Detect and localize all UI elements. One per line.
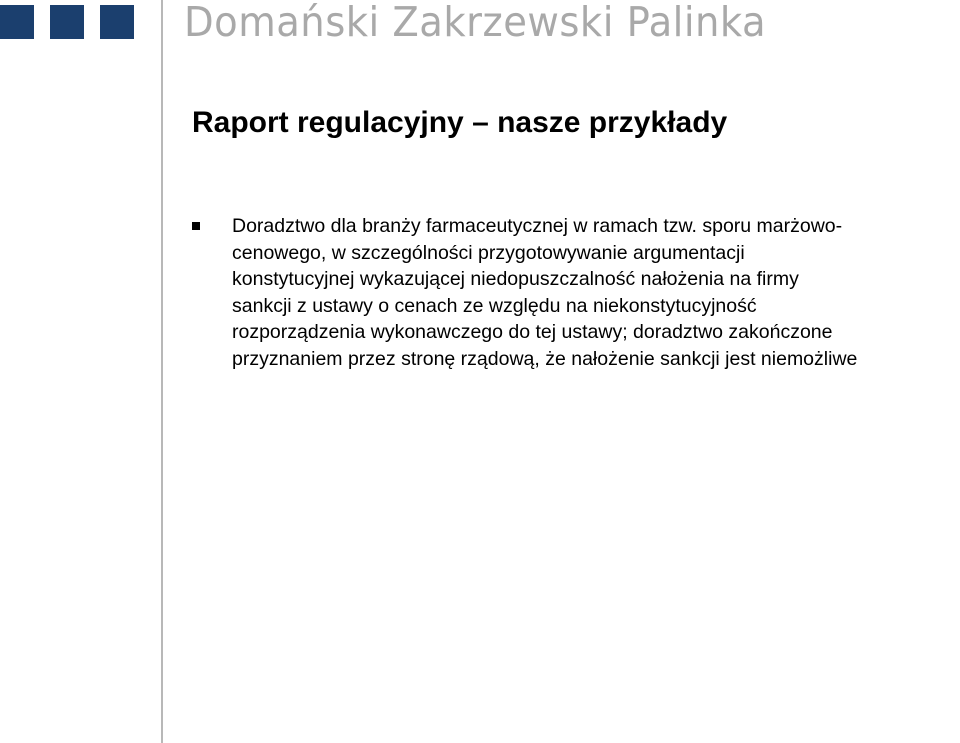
logo-square-1 xyxy=(0,5,34,39)
vertical-divider xyxy=(161,0,163,743)
brand-name: Domański Zakrzewski Palinka xyxy=(184,0,767,46)
bullet-line: cenowego, w szczególności przygotowywanie argumentacji xyxy=(232,241,745,264)
slide-title: Raport regulacyjny – nasze przykłady xyxy=(192,106,728,139)
logo-square-2 xyxy=(50,5,84,39)
bullet-line: konstytucyjnej wykazującej niedopuszczalność nałożenia na firmy xyxy=(232,268,799,290)
bullet-line: Doradztwo dla branży farmaceutycznej w ramach tzw. sporu marżowo- xyxy=(232,215,843,237)
bullet-line: sankcji z ustawy o cenach ze względu na niekonstytucyjność xyxy=(232,294,757,317)
bullet-line: przyznaniem przez stronę rządową, że nałożenie sankcji jest niemożliwe xyxy=(232,347,858,370)
square-bullet-icon xyxy=(192,222,200,230)
bullet-list xyxy=(232,213,958,372)
bullet-line: rozporządzenia wykonawczego do tej ustawy; doradztwo zakończone xyxy=(232,321,833,343)
bullet-item xyxy=(232,213,958,372)
logo-square-3 xyxy=(100,5,134,39)
